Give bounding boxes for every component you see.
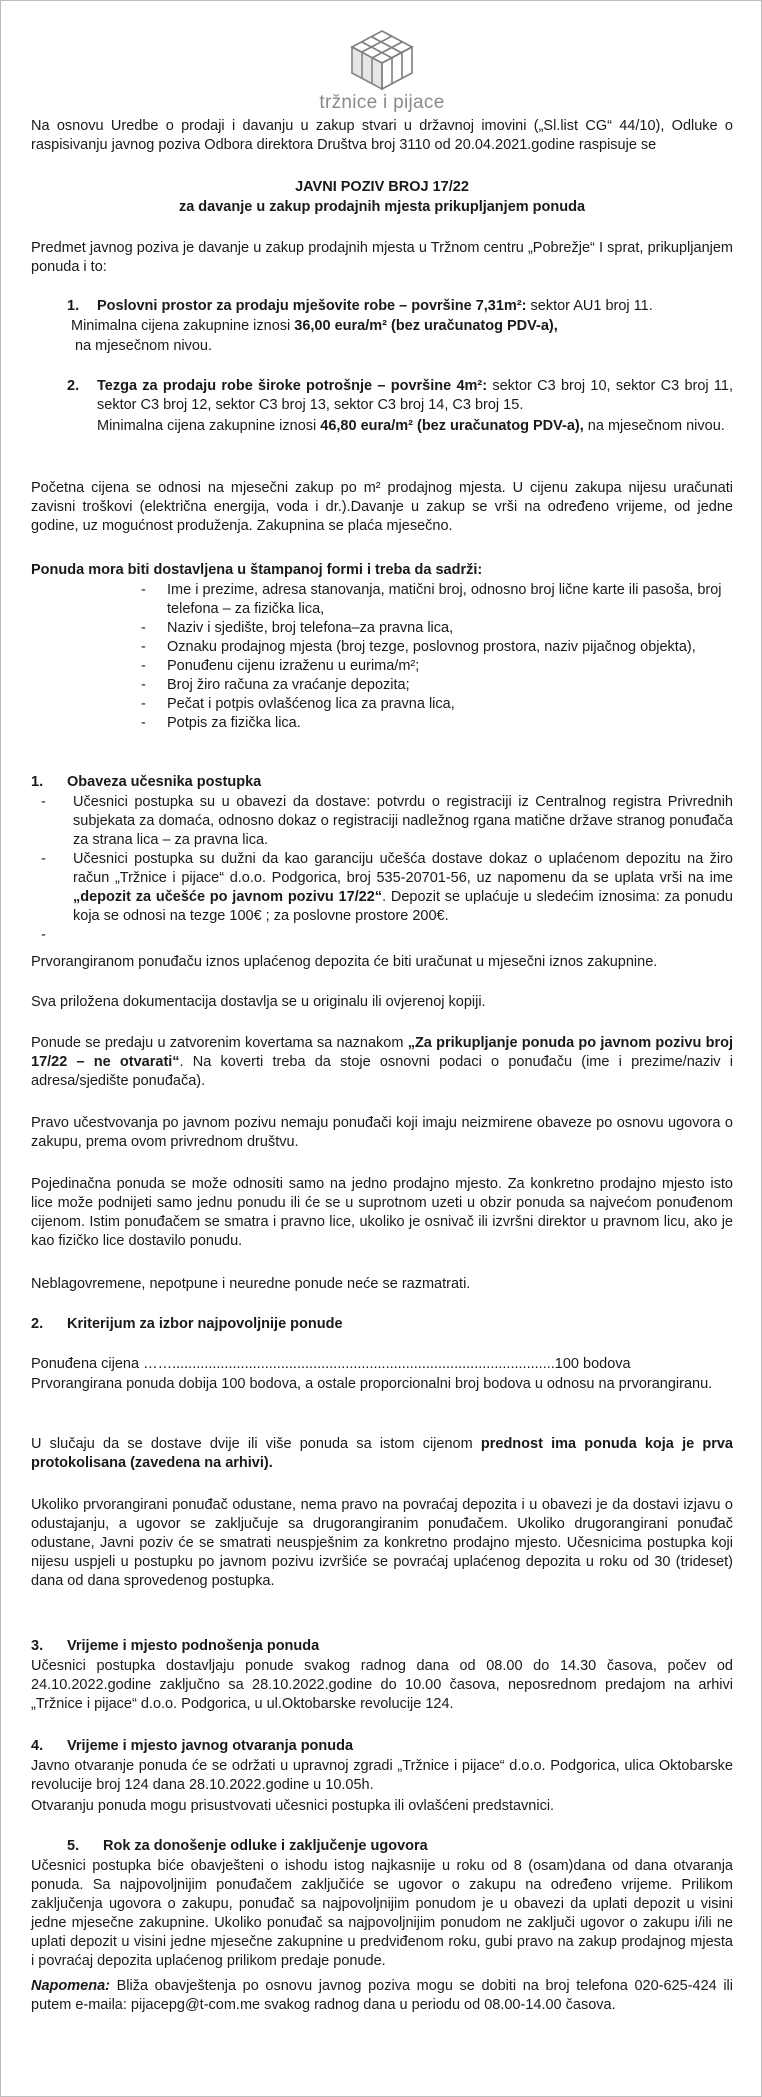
list-item: - Ime i prezime, adresa stanovanja, matični broj, odnosno broj lične karte ili pasoša, broj telefona – za fizička lica, <box>141 582 722 617</box>
late-offers-paragraph: Neblagovremene, nepotpune i neuredne ponude neće se razmatrati. <box>31 1276 471 1292</box>
item-number: 2. <box>67 378 80 394</box>
list-item: - <box>41 927 46 943</box>
item-detail: sektor C3 broj 10, sektor C3 broj 11, sektor C3 broj 12, sektor C3 broj 13, sektor C3 broj 14, C3 broj 15. <box>97 378 733 413</box>
decision-paragraph: Učesnici postupka biće obavješteni o ishodu istog najkasnije u roku od 8 (osam)dana od dana otvaranja ponuda. Sa najpovoljnijim ponuđačem zaključiće se ugovor o zakupu na određeno vrijeme. Prilikom zaključenja ugovora o zakupu, ponuđač sa najpovoljnijim ponudom je u obavezi da uplati depozit u visini jedne mjesečne zakupnine. Ukoliko ponuđač sa najpovoljnijim ponudom ne zaključi ugovor o zakupu i/ili ne uplati depozit u visini jedne mjesečne zakupnine u predviđenom roku, gubi pravo na zakup prodajnog mjesta i povraćaj depozita uplaćenog prilikom predaje ponude. <box>31 1858 733 1969</box>
offer-contents-list <box>141 581 733 733</box>
note-paragraph: Napomena: Bliža obavještenja po osnovu javnog poziva mogu se dobiti na broj telefona 020-625-424 ili putem e-maila: pijacepg@t-com.me svakog radnog dana u periodu od 08.00-14.00 časova. <box>31 1978 733 2013</box>
section-heading: 2. Kriterijum za izbor najpovoljnije ponude <box>31 1316 343 1332</box>
single-offer-paragraph: Pojedinačna ponuda se može odnositi samo na jedno prodajno mjesto. Za konkretno prodajno mjesto isto lice može podnijeti samo jednu ponudu ili će se u suprotnom uzeti u obzir ponuda sa najvećom ponuđenom cijenom. Istim ponuđačem se smatra i pravno lice, ukoliko je osnivač ili izvršni direktor u pravnom licu, ako je kao fizičko lice dostavilo ponudu. <box>31 1176 733 1249</box>
logo <box>307 29 457 119</box>
initial-price-paragraph: Početna cijena se odnosi na mjesečni zakup po m² prodajnog mjesta. U cijenu zakupa nijesu uračunati zavisni troškovi (električna energija, voda i dr.).Davanje u zakup se vrši na određeno vrijeme, od jedne godine, uz mogućnost produženja. Zakupnina se plaća mjesečno. <box>31 480 733 534</box>
documents-paragraph: Sva priložena dokumentacija dostavlja se u originalu ili ovjerenoj kopiji. <box>31 994 486 1010</box>
submission-time-paragraph: Učesnici postupka dostavljaju ponude svakog radnog dana od 08.00 do 14.30 časova, počev od 24.10.2022.godine zaključno sa 28.10.2022.godine do 10.00 časova, neposrednom predajom na arhivi „Tržnice i pijace“ d.o.o. Podgorica, u ul.Oktobarske revolucije 124. <box>31 1658 733 1712</box>
list-item: - Učesnici postupka su dužni da kao garanciju učešća dostave dokaz o uplaćenom depozitu na žiro račun „Tržnice i pijace“ d.o.o. Podgorica, broj 535-20701-56, uz napomenu da se uplata vrši na ime „depozit za učešće po javnom pozivu 17/22“. Depozit se uplaćuje u sledećim iznosima: za ponudu koja se odnosi na tezge 100€ ; za poslovne prostore 200€. <box>41 851 733 924</box>
item-heading: Poslovni prostor za prodaju mješovite robe – površine 7,31m²: <box>97 298 527 314</box>
opening-paragraph: Javno otvaranje ponuda će se održati u upravnoj zgradi „Tržnice i pijace“ d.o.o. Podgorica, ulica Oktobarske revolucije broj 124 dana 28.10.2022.godine u 10.05h. <box>31 1758 733 1793</box>
list-item: - Pečat i potpis ovlašćenog lica za pravna lica, <box>141 696 455 712</box>
offered-price-points: Ponuđena cijena ……...............................................................................................100 bodova <box>31 1356 631 1372</box>
item-heading: Tezga za prodaju robe široke potrošnje – površine 4m²: <box>97 378 488 394</box>
opening-attendance: Otvaranju ponuda mogu prisustvovati učesnici postupka ili ovlašćeni predstavnici. <box>31 1798 555 1814</box>
item-number: 1. <box>67 298 80 314</box>
item-detail: sektor AU1 broj 11. <box>526 298 653 314</box>
tie-break-paragraph: U slučaju da se dostave dvije ili više ponuda sa istom cijenom prednost ima ponuda koja je prva protokolisana (zavedena na arhivi). <box>31 1436 733 1471</box>
list-item <box>67 377 733 415</box>
item-price-period: na mjesečnom nivou. <box>75 338 213 354</box>
eligibility-paragraph: Pravo učestvovanja po javnom pozivu nemaju ponuđači koji imaju neizmirene obaveze po osnovu ugovora o zakupu, prema ovom privrednom društvu. <box>31 1115 733 1150</box>
list-item: - Učesnici postupka su u obavezi da dostave: potvrdu o registraciji iz Centralnog registra Privrednih subjekata za domaća, odnosno dokaz o registraciji nadležnog rgana matične države stranog ponuđača za strana lica – za pravna lica. <box>41 794 733 848</box>
deposit-credit-paragraph: Prvorangiranom ponuđaču iznos uplaćenog depozita će biti uračunat u mjesečni iznos zakupnine. <box>31 954 658 970</box>
cube-logo-icon <box>350 29 414 91</box>
section-heading: 4. Vrijeme i mjesto javnog otvaranja ponuda <box>31 1738 354 1754</box>
list-item <box>67 297 733 316</box>
submission-envelope-paragraph: Ponude se predaju u zatvorenim kovertama sa naznakom „Za prikupljanje ponuda po javnom pozivu broj 17/22 – ne otvarati“. Na koverti treba da stoje osnovni podaci o ponuđaču (ime i prezime/naziv i adresa/sjedište ponuđača). <box>31 1035 733 1089</box>
list-item: - Broj žiro računa za vraćanje depozita; <box>141 677 410 693</box>
withdrawal-paragraph: Ukoliko prvorangirani ponuđač odustane, nema pravo na povraćaj depozita i u obavezi je da dostavi izjavu o odustajanju, a ugovor se zaključuje sa drugorangiranim ponuđačem. Ukoliko drugorangirani ponuđač odustane, Javni poziv će se smatrati neuspješnim za konkretno prodajno mjesto. Učesnicima postupka koji nijesu uspjeli u postupku po javnom pozivu izvršiće se povraćaj uplaćenog depozita u roku od 30 (trideset) dana od dana sprovedenog postupka. <box>31 1497 733 1589</box>
list-item: - Oznaku prodajnog mjesta (broj tezge, poslovnog prostora, naziv pijačnog objekta), <box>141 639 696 655</box>
section-heading: 5. Rok za donošenje odluke i zaključenje ugovora <box>67 1838 428 1854</box>
notice-title: JAVNI POZIV BROJ 17/22 <box>295 179 469 195</box>
ranking-paragraph: Prvorangirana ponuda dobija 100 bodova, a ostale proporcionalni broj bodova u odnosu na prvorangiranu. <box>31 1376 713 1392</box>
item-price: Minimalna cijena zakupnine iznosi 36,00 eura/m² (bez uračunatog PDV-a), <box>71 318 558 334</box>
list-item: - Ponuđenu cijenu izraženu u eurima/m²; <box>141 658 420 674</box>
section-heading: 3. Vrijeme i mjesto podnošenja ponuda <box>31 1638 320 1654</box>
notice-subtitle: za davanje u zakup prodajnih mjesta prikupljanjem ponuda <box>178 199 586 215</box>
item-price: Minimalna cijena zakupnine iznosi 46,80 eura/m² (bez uračunatog PDV-a), na mjesečnom nivou. <box>97 418 725 434</box>
list-item: - Naziv i sjedište, broj telefona–za pravna lica, <box>141 620 454 636</box>
logo-text: tržnice i pijace <box>319 92 445 113</box>
participant-obligations-list <box>31 793 733 945</box>
subject-paragraph: Predmet javnog poziva je davanje u zakup prodajnih mjesta u Tržnom centru „Pobrežje“ I sprat, prikupljanjem ponuda i to: <box>31 240 733 275</box>
section-heading: 1. Obaveza učesnika postupka <box>31 774 262 790</box>
list-item: - Potpis za fizička lica. <box>141 715 301 731</box>
intro-paragraph: Na osnovu Uredbe o prodaji i davanju u zakup stvari u državnoj imovini („Sl.list CG“ 44/10), Odluke o raspisivanju javnog poziva Odbora direktora Društva broj 3110 od 20.04.2021.godine raspisuje se <box>31 118 733 153</box>
offer-contents-heading: Ponuda mora biti dostavljena u štampanoj formi i treba da sadrži: <box>31 562 483 578</box>
